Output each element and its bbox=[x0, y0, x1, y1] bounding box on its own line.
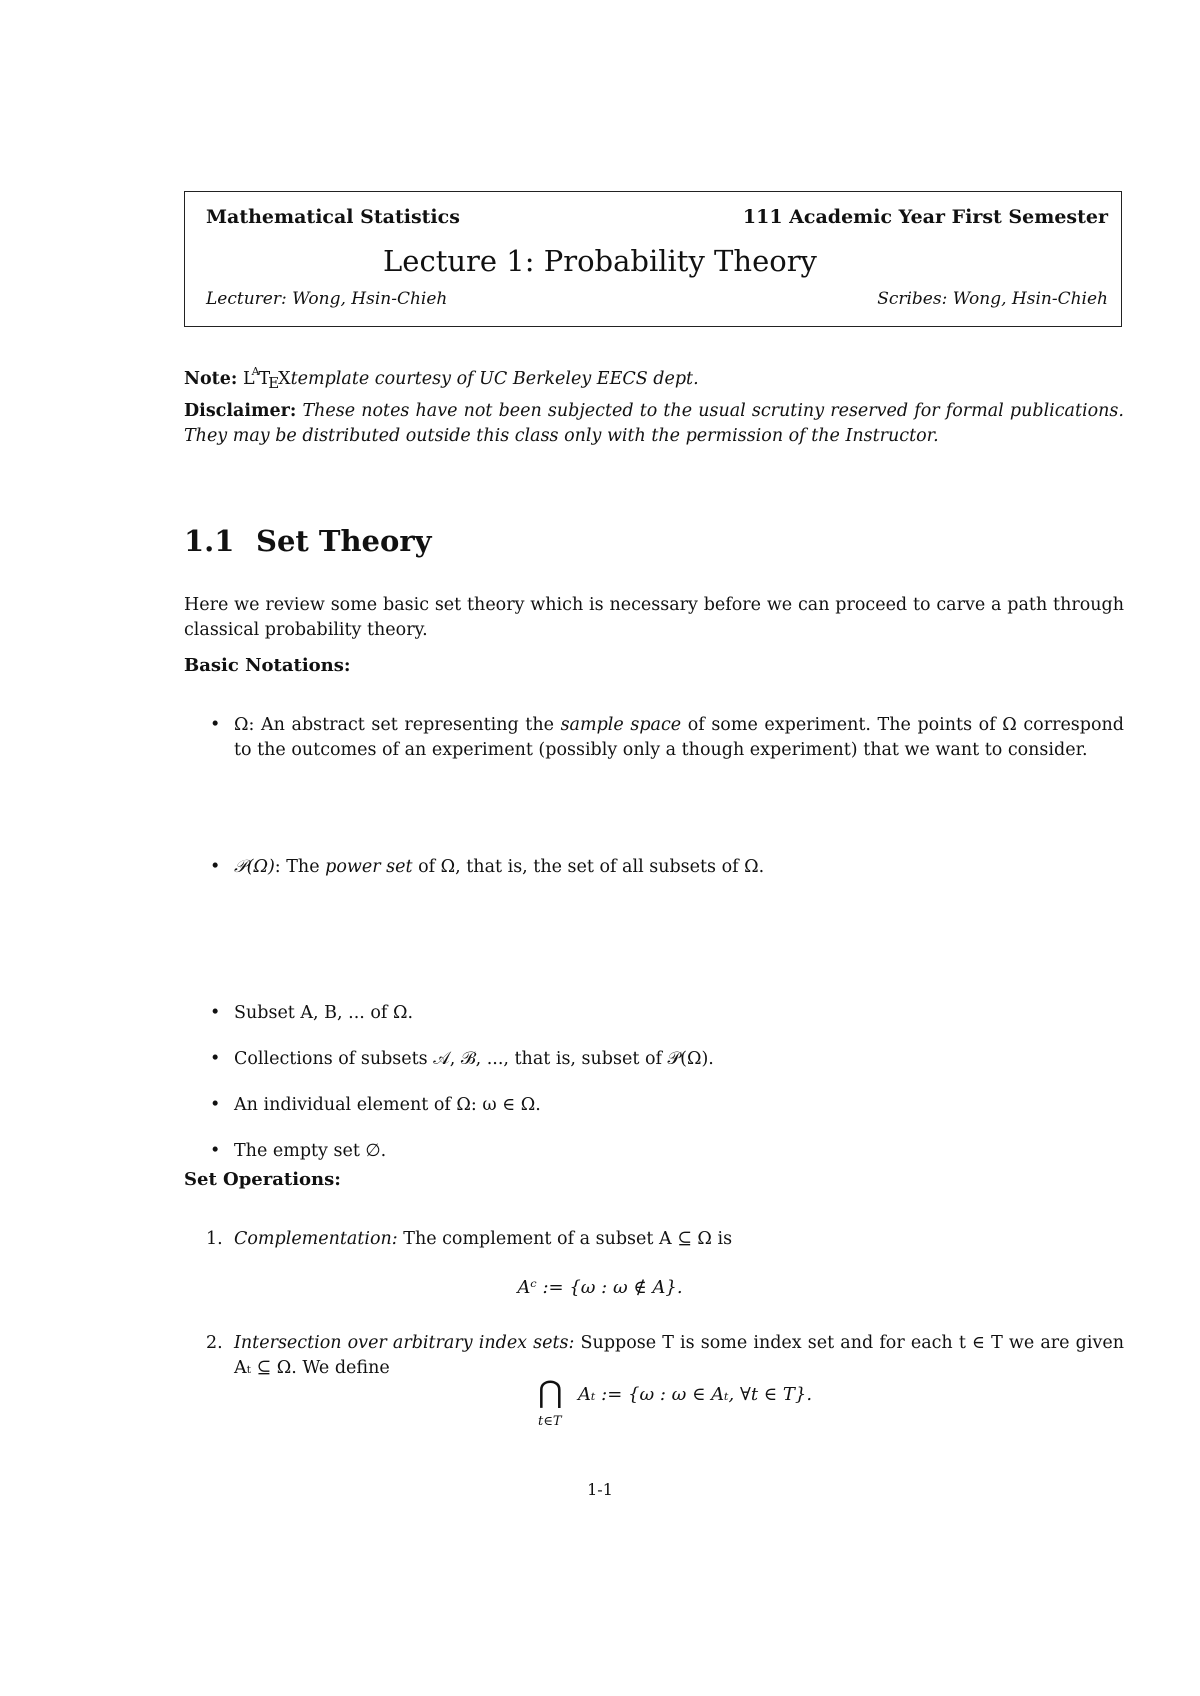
bullet-icon: • bbox=[210, 1141, 221, 1161]
note-line bbox=[184, 361, 1124, 392]
item-text: The empty set ∅. bbox=[234, 1141, 387, 1161]
scribes-name: Scribes: Wong, Hsin-Chieh bbox=[877, 289, 1108, 309]
intersection-equation bbox=[538, 1375, 813, 1429]
intro-paragraph: Here we review some basic set theory which is necessary before we can proceed to carve a path through classical probability theory. bbox=[184, 595, 1124, 640]
note-label: Note: bbox=[184, 368, 238, 389]
intersection-equation-body: Aₜ := {ω : ω ∈ Aₜ, ∀t ∈ T}. bbox=[578, 1384, 813, 1405]
list-item bbox=[210, 855, 1124, 880]
item-text: Collections of subsets 𝒜, ℬ, ..., that is, subset of 𝒫(Ω). bbox=[234, 1049, 714, 1069]
item-text: of Ω, that is, the set of all subsets of Ω. bbox=[412, 857, 765, 877]
item-emphasis: sample space bbox=[560, 715, 682, 735]
bullet-icon: • bbox=[210, 857, 221, 877]
item-text: Subset A, B, ... of Ω. bbox=[234, 1003, 414, 1023]
latex-logo: $L^AT_EX$ bbox=[242, 365, 291, 392]
bullet-icon: • bbox=[210, 1003, 221, 1023]
item-emphasis: power set bbox=[325, 857, 413, 877]
disclaimer-text: These notes have not been subjected to the usual scrutiny reserved for formal publications. They may be distributed outside this class only with the permission of the Instructor. bbox=[184, 401, 1124, 446]
operation-title: Intersection over arbitrary index sets: bbox=[234, 1333, 575, 1353]
item-text: Suppose T is some index set and for each t ∈ T we are given Aₜ ⊆ Ω. We define bbox=[234, 1333, 1124, 1378]
list-item bbox=[206, 1227, 1124, 1252]
section-title: Set Theory bbox=[256, 524, 432, 558]
item-text: of some experiment. The points of Ω correspond to the outcomes of an experiment (possibly only a though experiment) that we want to consider. bbox=[234, 715, 1124, 760]
disclaimer bbox=[184, 399, 1124, 449]
disclaimer-label: Disclaimer: bbox=[184, 401, 297, 421]
list-item bbox=[210, 1047, 1124, 1072]
list-item bbox=[210, 1139, 1124, 1164]
semester-label: 111 Academic Year First Semester bbox=[742, 206, 1108, 228]
lecture-title: Lecture 1: Probability Theory bbox=[383, 244, 817, 278]
course-name: Mathematical Statistics bbox=[206, 206, 460, 228]
bullet-icon: • bbox=[210, 1049, 221, 1069]
operation-title: Complementation: bbox=[234, 1229, 398, 1249]
section-heading bbox=[184, 524, 431, 558]
bullet-icon: • bbox=[210, 715, 221, 735]
item-text: : The bbox=[274, 857, 326, 877]
big-intersection-symbol: ⋂ bbox=[538, 1375, 563, 1410]
bullet-icon: • bbox=[210, 1095, 221, 1115]
lecturer-name: Lecturer: Wong, Hsin-Chieh bbox=[206, 289, 448, 309]
item-text: : An abstract set representing the bbox=[248, 715, 561, 735]
list-item bbox=[210, 713, 1124, 763]
section-number: 1.1 bbox=[184, 524, 235, 558]
basic-notations-heading: Basic Notations: bbox=[184, 655, 351, 676]
page-number: 1-1 bbox=[587, 1480, 613, 1499]
item-text: The complement of a subset A ⊆ Ω is bbox=[397, 1229, 733, 1249]
item-number: 1. bbox=[206, 1229, 223, 1249]
list-item bbox=[206, 1331, 1124, 1381]
notation-symbol: 𝒫(Ω) bbox=[234, 857, 275, 877]
item-number: 2. bbox=[206, 1333, 223, 1353]
intersection-subscript: t∈T bbox=[538, 1414, 562, 1429]
list-item bbox=[210, 1001, 1124, 1026]
complement-equation: Aᶜ := {ω : ω ∉ A}. bbox=[517, 1277, 683, 1298]
item-text: An individual element of Ω: ω ∈ Ω. bbox=[234, 1095, 541, 1115]
list-item bbox=[210, 1093, 1124, 1118]
set-operations-heading: Set Operations: bbox=[184, 1169, 341, 1190]
notation-symbol: Ω bbox=[234, 715, 249, 735]
note-text: template courtesy of UC Berkeley EECS dept. bbox=[290, 368, 699, 389]
